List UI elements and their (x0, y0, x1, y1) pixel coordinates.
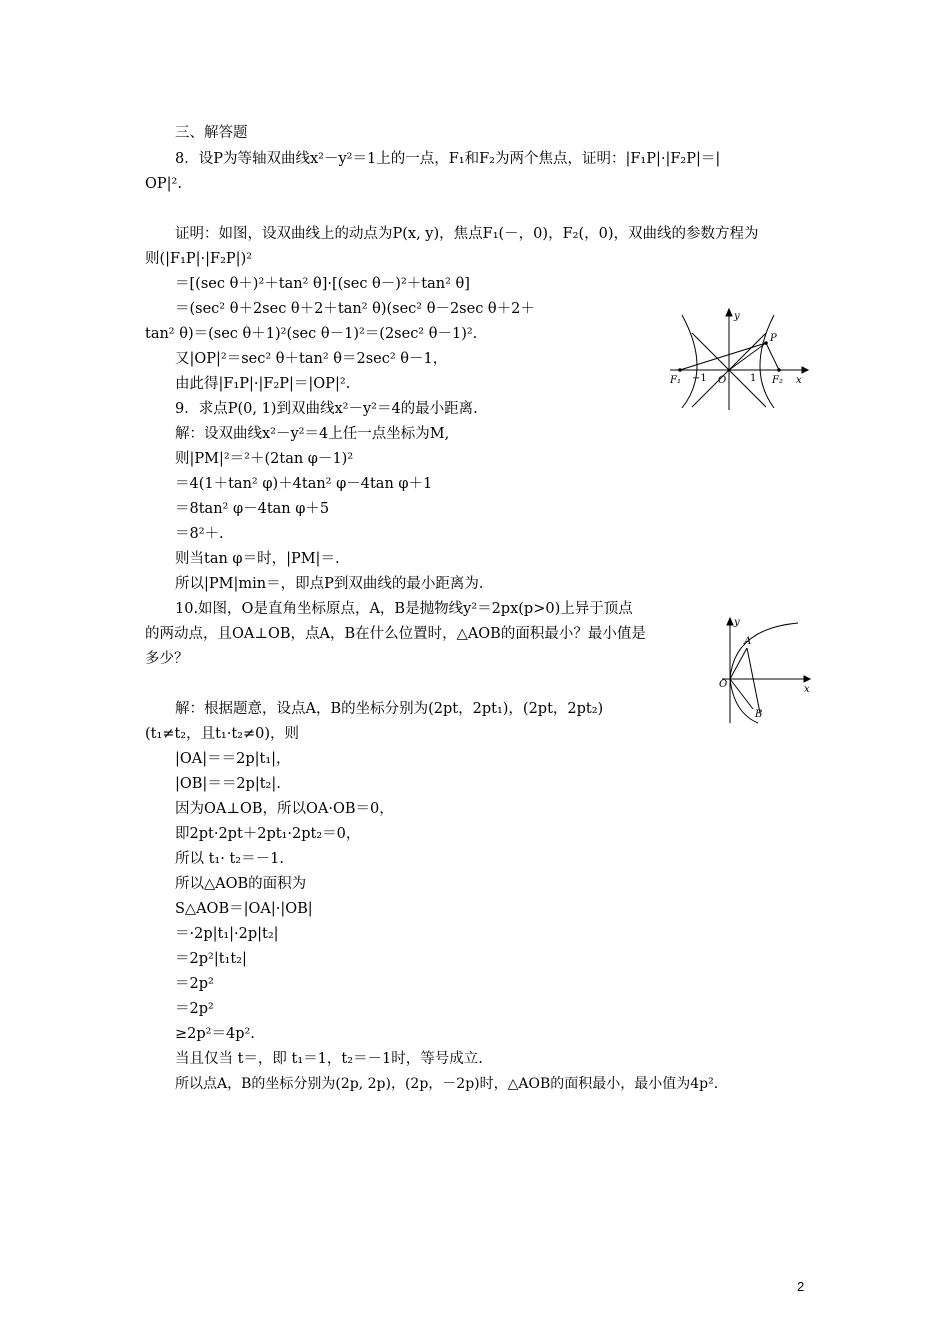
fig1-label-p: P (770, 333, 777, 344)
parabola-curve (730, 623, 798, 723)
problem9-line7: 则当tan φ＝时，|PM|＝. (175, 551, 340, 567)
point-f2 (777, 368, 781, 372)
problem10-solution-line11: ＝2p²|t₁t₂| (175, 951, 247, 967)
fig1-label-x: x (796, 375, 802, 386)
x-axis-arrow (802, 367, 808, 373)
hyperbola-figure (662, 305, 812, 415)
fig1-label-minus1: −1 (692, 373, 707, 384)
fig1-label-f1: F₁ (670, 375, 681, 386)
problem9-line3: 则|PM|²＝²＋(2tan φ－1)² (175, 451, 354, 467)
parabola-figure (700, 613, 815, 725)
fig1-label-y: y (734, 311, 740, 322)
problem10-solution-line4: |OB|＝＝2p|t₂|. (175, 776, 281, 792)
fig2-label-b: B (755, 709, 763, 720)
y-axis-arrow (726, 309, 732, 316)
problem10-solution-line5: 因为OA⊥OB，所以OA·OB＝0， (175, 801, 394, 817)
left-branch (682, 315, 697, 408)
problem10-solution-line10: ＝·2p|t₁|·2p|t₂| (175, 926, 279, 942)
problem9-line8: 所以|PM|min＝，即点P到双曲线的最小距离为. (175, 576, 484, 592)
fig2-label-y: y (734, 617, 740, 628)
problem10-solution-line9: S△AOB＝|OA|·|OB| (175, 901, 313, 917)
f1p-segment (680, 343, 766, 370)
fig1-label-f2: F₂ (772, 375, 783, 386)
problem10-solution-line7: 所以 t₁· t₂＝－1. (175, 851, 284, 867)
problem8-proof-line7: 由此得|F₁P|·|F₂P|＝|OP|². (175, 376, 351, 392)
problem10-solution-line2: (t₁≠t₂，且t₁·t₂≠0)，则 (145, 726, 300, 742)
problem8-statement-line1: 8．设P为等轴双曲线x²－y²＝1上的一点，F₁和F₂为两个焦点，证明：|F₁P|·|F₂P|＝| (175, 151, 721, 167)
problem9-line1: 9．求点P(0, 1)到双曲线x²－y²＝4的最小距离. (175, 401, 478, 417)
problem10-solution-line13: ＝2p² (175, 1001, 214, 1017)
problem10-statement-line1: 10.如图，O是直角坐标原点，A，B是抛物线y²＝2px(p>0)上异于顶点 (175, 601, 633, 617)
problem9-line6: ＝8²＋. (175, 526, 224, 542)
problem8-statement-line2: OP|². (145, 176, 182, 192)
problem10-solution-line6: 即2pt·2pt＋2pt₁·2pt₂＝0， (175, 826, 361, 842)
page-number: 2 (797, 1279, 805, 1294)
problem9-line5: ＝8tan² φ－4tan φ＋5 (175, 501, 330, 517)
problem8-proof-line6: 又|OP|²＝sec² θ＋tan² θ＝2sec² θ－1， (175, 351, 448, 367)
f2p-segment (766, 343, 779, 370)
problem8-proof-line3: ＝[(sec θ＋)²＋tan² θ]·[(sec θ－)²＋tan² θ] (175, 276, 470, 292)
problem10-solution-line15: 当且仅当 t＝，即 t₁＝1，t₂＝－1时，等号成立. (175, 1051, 483, 1067)
problem9-line4: ＝4(1＋tan² φ)＋4tan² φ－4tan φ＋1 (175, 476, 433, 492)
problem10-solution-line1: 解：根据题意，设点A，B的坐标分别为(2pt，2pt₁)，(2pt，2pt₂) (175, 701, 604, 717)
problem10-solution-line16: 所以点A，B的坐标分别为(2p, 2p)，(2p，－2p)时，△AOB的面积最小，最小值为4p². (175, 1076, 719, 1092)
x-axis-arrow (804, 676, 810, 682)
y-axis-arrow (727, 618, 733, 625)
point-f1 (678, 368, 682, 372)
problem10-solution-line3: |OA|＝＝2p|t₁|， (175, 751, 291, 767)
section-heading: 三、解答题 (175, 125, 248, 141)
problem10-solution-line8: 所以△AOB的面积为 (175, 876, 307, 892)
right-branch (760, 315, 774, 408)
point-p (764, 341, 768, 345)
problem10-statement-line2: 的两动点，且OA⊥OB，点A，B在什么位置时，△AOB的面积最小？最小值是 (145, 626, 646, 642)
fig1-label-o: O (718, 375, 727, 386)
fig2-label-o: O (719, 679, 728, 690)
problem10-solution-line14: ≥2p²＝4p². (175, 1026, 255, 1042)
problem8-proof-line2: 则(|F₁P|·|F₂P|)² (145, 251, 253, 267)
problem8-proof-line5: tan² θ)＝(sec θ＋1)²(sec θ－1)²＝(2sec² θ－1)². (145, 326, 478, 342)
problem8-proof-line1: 证明：如图，设双曲线上的动点为P(x, y)，焦点F₁(－，0)，F₂(，0)，双曲线的参数方程为 (175, 226, 759, 242)
fig1-label-one: 1 (750, 373, 757, 384)
problem10-solution-line12: ＝2p² (175, 976, 214, 992)
problem9-line2: 解：设双曲线x²－y²＝4上任一点坐标为M, (175, 426, 450, 442)
problem10-statement-line3: 多少？ (145, 651, 189, 667)
problem8-proof-line4: ＝(sec² θ＋2sec θ＋2＋tan² θ)(sec² θ－2sec θ＋2＋ (175, 301, 535, 317)
fig2-label-x: x (804, 684, 810, 695)
fig2-label-a: A (744, 636, 752, 647)
